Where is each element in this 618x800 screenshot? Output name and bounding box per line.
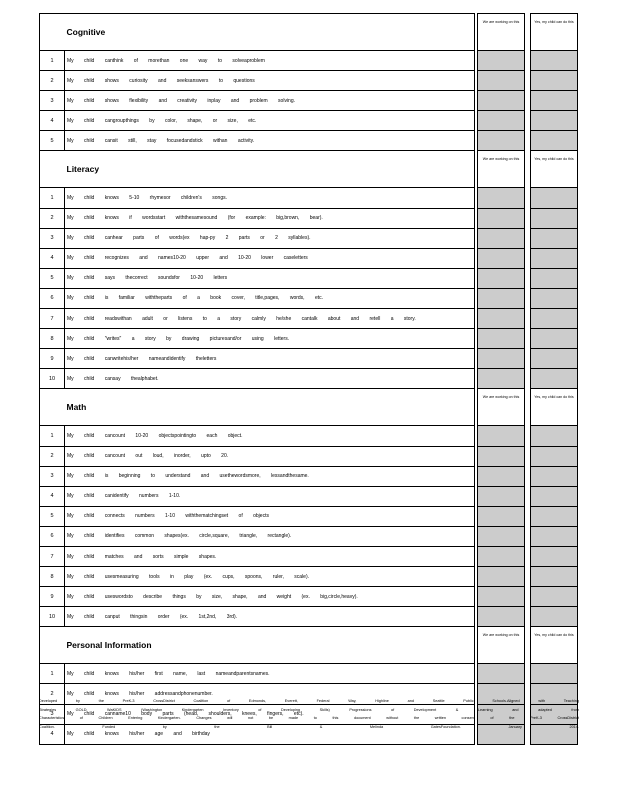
working-on-checkbox[interactable]: [478, 268, 525, 288]
table-row: [40, 369, 578, 389]
item-text: My child cancount 10-20 objectspointingto each object.: [65, 426, 475, 446]
table-row: [40, 426, 578, 446]
footer-credits: [39, 697, 579, 731]
can-do-checkbox[interactable]: [531, 466, 578, 486]
can-do-checkbox[interactable]: [531, 446, 578, 466]
working-on-checkbox[interactable]: [478, 188, 525, 208]
table-row: [40, 288, 578, 308]
working-on-checkbox[interactable]: [478, 607, 525, 627]
item-text: My child canthink of morethan one way to solveaproblem: [65, 51, 475, 71]
can-do-checkbox[interactable]: [531, 208, 578, 228]
item-number: 1: [40, 188, 65, 208]
working-on-checkbox[interactable]: [478, 349, 525, 369]
can-do-checkbox[interactable]: [531, 111, 578, 131]
table-row: [40, 546, 578, 566]
section-header: [40, 151, 578, 188]
item-number: 7: [40, 309, 65, 329]
can-do-checkbox[interactable]: [531, 567, 578, 587]
item-number: 9: [40, 587, 65, 607]
working-on-checkbox[interactable]: [478, 526, 525, 546]
item-number: 2: [40, 71, 65, 91]
item-number: 7: [40, 546, 65, 566]
item-number: 4: [40, 724, 65, 744]
can-do-checkbox[interactable]: [531, 288, 578, 308]
item-number: 4: [40, 111, 65, 131]
item-number: 8: [40, 329, 65, 349]
item-text: My child says thecorrect soundsfor 10-20 letters: [65, 268, 475, 288]
item-number: 3: [40, 704, 65, 724]
table-row: [40, 349, 578, 369]
item-number: 4: [40, 486, 65, 506]
working-on-checkbox[interactable]: [478, 446, 525, 466]
item-number: 3: [40, 466, 65, 486]
item-text: My child canhear parts of words(ex hap-py 2 parts or 2 syllables).: [65, 228, 475, 248]
can-do-checkbox[interactable]: [531, 506, 578, 526]
working-on-header: We are working on this: [478, 389, 525, 426]
working-on-checkbox[interactable]: [478, 587, 525, 607]
working-on-checkbox[interactable]: [478, 248, 525, 268]
table-row: [40, 248, 578, 268]
can-do-checkbox[interactable]: [531, 188, 578, 208]
item-number: 9: [40, 349, 65, 369]
working-on-checkbox[interactable]: [478, 51, 525, 71]
item-number: 2: [40, 684, 65, 704]
can-do-checkbox[interactable]: [531, 664, 578, 684]
item-number: 6: [40, 526, 65, 546]
working-on-checkbox[interactable]: [478, 546, 525, 566]
can-do-checkbox[interactable]: [531, 329, 578, 349]
section-spacer: [40, 389, 65, 426]
item-text: My child shows flexibility and creativity inplay and problem solving.: [65, 91, 475, 111]
working-on-checkbox[interactable]: [478, 91, 525, 111]
item-text: My child is beginning to understand and usethewordsmore, lessandthesame.: [65, 466, 475, 486]
table-row: [40, 309, 578, 329]
item-number: 5: [40, 131, 65, 151]
footer-line: Characteristics of Children Entering Kindergarten. Changes will not be made to this document without the written consent of the PreK-3 CrossDistrict: [39, 716, 579, 720]
can-do-checkbox[interactable]: [531, 131, 578, 151]
working-on-checkbox[interactable]: [478, 288, 525, 308]
table-row: [40, 329, 578, 349]
table-row: [40, 111, 578, 131]
working-on-checkbox[interactable]: [478, 466, 525, 486]
item-text: My child knows if wordsstart withthesamesound (for example: big,brown, bear).: [65, 208, 475, 228]
item-number: 1: [40, 664, 65, 684]
can-do-checkbox[interactable]: [531, 228, 578, 248]
item-number: 5: [40, 506, 65, 526]
can-do-checkbox[interactable]: [531, 309, 578, 329]
can-do-checkbox[interactable]: [531, 526, 578, 546]
item-text: My child cancount out loud, inorder, upto 20.: [65, 446, 475, 466]
table-row: [40, 188, 578, 208]
item-number: 4: [40, 248, 65, 268]
can-do-header: Yes, my child can do this: [531, 389, 578, 426]
table-row: [40, 446, 578, 466]
working-on-header: We are working on this: [478, 14, 525, 51]
working-on-checkbox[interactable]: [478, 131, 525, 151]
item-text: My child knows his/her age and birthday: [65, 724, 475, 744]
item-number: 1: [40, 426, 65, 446]
table-row: [40, 587, 578, 607]
item-text: My child useswordsto describe things by size, shape, and weight (ex. big,circle,heavy).: [65, 587, 475, 607]
item-text: My child identifies common shapes(ex. circle,square, triangle, rectangle).: [65, 526, 475, 546]
section-title: Personal Information: [65, 627, 475, 664]
table-row: [40, 91, 578, 111]
item-text: My child canwritehis/her nameandidentify theletters: [65, 349, 475, 369]
can-do-checkbox[interactable]: [531, 546, 578, 566]
working-on-checkbox[interactable]: [478, 567, 525, 587]
item-number: 8: [40, 567, 65, 587]
footer-line: Coalition. Funded by the Bill & Melinda GatesFoundation. January 2014.: [39, 724, 579, 729]
item-text: My child "writes" a story by drawing picturesand/or using letters.: [65, 329, 475, 349]
item-number: 6: [40, 288, 65, 308]
table-row: [40, 131, 578, 151]
working-on-checkbox[interactable]: [478, 486, 525, 506]
table-row: [40, 466, 578, 486]
table-row: [40, 51, 578, 71]
can-do-header: Yes, my child can do this: [531, 14, 578, 51]
footer-line: Developed by the PreK-3 CrossDistrict Coalition of Edmonds, Everett, Federal Way, Highline and Seattle Public Schools.Aligned with Teaching: [39, 699, 579, 703]
section-spacer: [40, 14, 65, 51]
item-text: My child recognizes and names10-20 upper and 10-20 lower caseletters: [65, 248, 475, 268]
item-text: My child canname10 body parts (head, shoulders, knees, fingers, etc).: [65, 704, 475, 724]
can-do-checkbox[interactable]: [531, 71, 578, 91]
section-title: Math: [65, 389, 475, 426]
table-row: [40, 506, 578, 526]
working-on-checkbox[interactable]: [478, 329, 525, 349]
item-number: 2: [40, 208, 65, 228]
working-on-checkbox[interactable]: [478, 111, 525, 131]
item-number: 1: [40, 51, 65, 71]
can-do-checkbox[interactable]: [531, 607, 578, 627]
table-row: [40, 71, 578, 91]
item-text: My child canput thingsin order (ex. 1st,2nd, 3rd).: [65, 607, 475, 627]
can-do-checkbox[interactable]: [531, 248, 578, 268]
can-do-header: Yes, my child can do this: [531, 151, 578, 188]
working-on-checkbox[interactable]: [478, 664, 525, 684]
working-on-checkbox[interactable]: [478, 369, 525, 389]
working-on-checkbox[interactable]: [478, 71, 525, 91]
can-do-checkbox[interactable]: [531, 486, 578, 506]
working-on-checkbox[interactable]: [478, 426, 525, 446]
checklist-table: [39, 13, 578, 745]
item-text: My child matches and sorts simple shapes.: [65, 546, 475, 566]
item-number: 10: [40, 369, 65, 389]
section-header: [40, 14, 578, 51]
table-row: [40, 208, 578, 228]
can-do-checkbox[interactable]: [531, 369, 578, 389]
table-row: [40, 486, 578, 506]
item-number: 3: [40, 228, 65, 248]
item-number: 5: [40, 268, 65, 288]
table-row: [40, 607, 578, 627]
item-text: My child cangroupthings by color, shape, or size, etc.: [65, 111, 475, 131]
can-do-checkbox[interactable]: [531, 91, 578, 111]
table-row: [40, 268, 578, 288]
item-text: My child connects numbers 1-10 withthematchingset of objects: [65, 506, 475, 526]
item-text: My child canidentify numbers 1-10.: [65, 486, 475, 506]
item-text: My child readswithan adult or listens to a story calmly he/she cantalk about and retell a story.: [65, 309, 475, 329]
section-title: Cognitive: [65, 14, 475, 51]
section-spacer: [40, 151, 65, 188]
item-text: My child knows his/her addressandphonenumber.: [65, 684, 475, 704]
section-title: Literacy: [65, 151, 475, 188]
item-text: My child cansay thealphabet.: [65, 369, 475, 389]
item-text: My child knows his/her first name, last nameandparentsnames.: [65, 664, 475, 684]
working-on-checkbox[interactable]: [478, 506, 525, 526]
section-header: [40, 627, 578, 664]
footer-line: Strategies GOLD, WaKIDS (Washington Kindergarten Inventory of Developing Skills) Progressions of Development & Learning and adapted from: [39, 707, 579, 712]
table-row: [40, 228, 578, 248]
table-row: [40, 664, 578, 684]
item-number: 2: [40, 446, 65, 466]
table-row: [40, 567, 578, 587]
working-on-header: We are working on this: [478, 627, 525, 664]
working-on-checkbox[interactable]: [478, 309, 525, 329]
item-text: My child usesmeasuring tools in play (ex. cups, spoons, ruler, scale).: [65, 567, 475, 587]
section-spacer: [40, 627, 65, 664]
can-do-header: Yes, my child can do this: [531, 627, 578, 664]
can-do-checkbox[interactable]: [531, 349, 578, 369]
readiness-checklist: [39, 13, 577, 745]
working-on-checkbox[interactable]: [478, 208, 525, 228]
table-row: [40, 526, 578, 546]
item-text: My child shows curiosity and seeksanswers to questions: [65, 71, 475, 91]
working-on-checkbox[interactable]: [478, 228, 525, 248]
item-text: My child cansit still, stay focusedandstick withan activity.: [65, 131, 475, 151]
can-do-checkbox[interactable]: [531, 587, 578, 607]
can-do-checkbox[interactable]: [531, 268, 578, 288]
item-text: My child knows 5-10 rhymesor children's songs.: [65, 188, 475, 208]
item-text: My child is familiar withtheparts of a book cover, title,pages, words, etc.: [65, 288, 475, 308]
can-do-checkbox[interactable]: [531, 426, 578, 446]
working-on-header: We are working on this: [478, 151, 525, 188]
can-do-checkbox[interactable]: [531, 51, 578, 71]
item-number: 10: [40, 607, 65, 627]
section-header: [40, 389, 578, 426]
item-number: 3: [40, 91, 65, 111]
